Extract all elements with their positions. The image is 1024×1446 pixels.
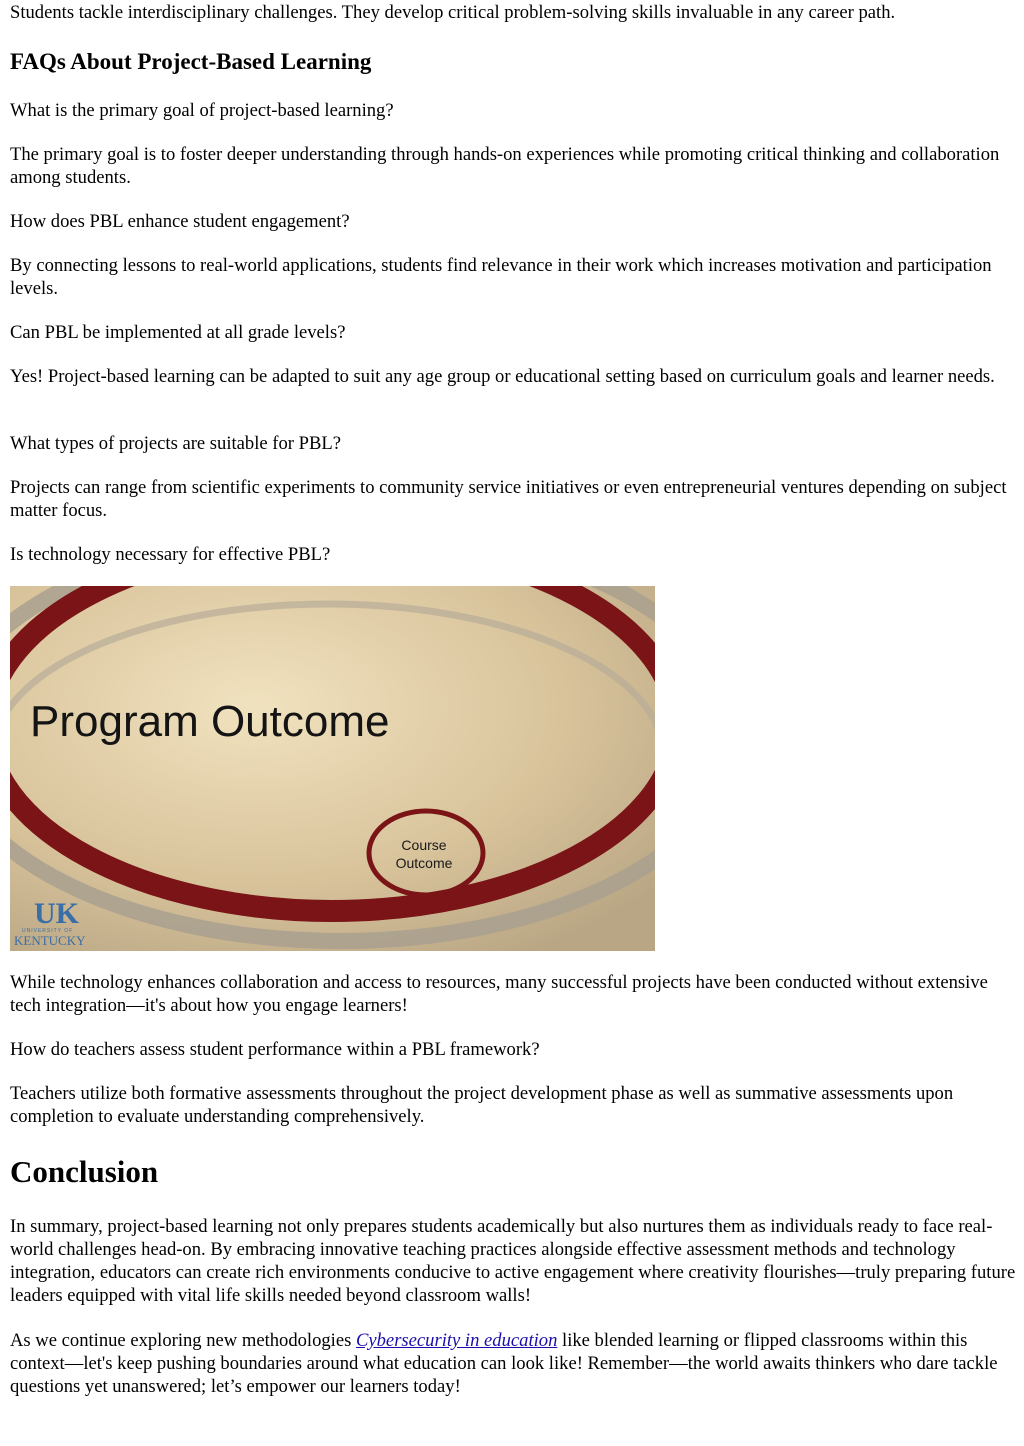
faq-heading: FAQs About Project-Based Learning	[10, 49, 372, 74]
faq-question-2: How does PBL enhance student engagement?	[10, 211, 350, 232]
conclusion-paragraph-2	[10, 1329, 1016, 1398]
faq-answer-5: While technology enhances collaboration and access to resources, many successful projects have been conducted without extensive tech integration—it's about how you engage learners!	[10, 972, 988, 1016]
cybersecurity-in-education-link[interactable]: Cybersecurity in education	[355, 1330, 558, 1351]
slide-title: Program Outcome	[30, 697, 390, 746]
faq-question-4: What types of projects are suitable for PBL?	[10, 433, 341, 454]
uk-logo-name: KENTUCKY	[14, 933, 86, 948]
faq-answer-3: Yes! Project-based learning can be adapted to suit any age group or educational setting based on curriculum goals and learner needs.	[10, 366, 995, 387]
faq-answer-6: Teachers utilize both formative assessments throughout the project development phase as well as summative assessments upon completion to evaluate understanding comprehensively.	[10, 1083, 954, 1127]
faq-question-6: How do teachers assess student performance within a PBL framework?	[10, 1039, 540, 1060]
faq-question-3: Can PBL be implemented at all grade levels?	[10, 322, 346, 343]
circle-label-line2: Outcome	[395, 855, 453, 871]
conclusion-p2-text-before: As we continue exploring new methodologies	[10, 1330, 356, 1351]
conclusion-p2-text-after: like blended learning or flipped classrooms within this context—let's keep pushing boundaries around what education can look like! Remember—the world awaits thinkers who dare tackle questions yet unanswered; let’s empower our learners today!	[10, 1330, 998, 1397]
intro-paragraph: Students tackle interdisciplinary challenges. They develop critical problem-solving skills invaluable in any career path.	[10, 2, 896, 23]
uk-logo-mark: UK	[34, 897, 79, 930]
faq-answer-2: By connecting lessons to real-world applications, students find relevance in their work which increases motivation and participation levels.	[10, 255, 992, 299]
conclusion-paragraph-1: In summary, project-based learning not only prepares students academically but also nurtures them as individuals ready to face real-world challenges head-on. By embracing innovative teaching practices alongside effective assessment methods and technology integration, educators can create rich environments conducive to active engagement where creativity flourishes—truly preparing future leaders equipped with vital life skills needed beyond classroom walls!	[10, 1216, 1016, 1306]
faq-answer-1: The primary goal is to foster deeper understanding through hands-on experiences while promoting critical thinking and collaboration among students.	[10, 144, 1000, 188]
faq-question-5: Is technology necessary for effective PBL?	[10, 544, 331, 565]
faq-answer-4: Projects can range from scientific experiments to community service initiatives or even entrepreneurial ventures depending on subject matter focus.	[10, 477, 1007, 521]
circle-label-line1: Course	[401, 837, 447, 853]
uk-logo-small: UNIVERSITY OF	[22, 928, 74, 934]
program-outcome-slide-image	[10, 586, 655, 951]
conclusion-heading: Conclusion	[10, 1154, 159, 1189]
faq-question-1: What is the primary goal of project-based learning?	[10, 100, 394, 121]
